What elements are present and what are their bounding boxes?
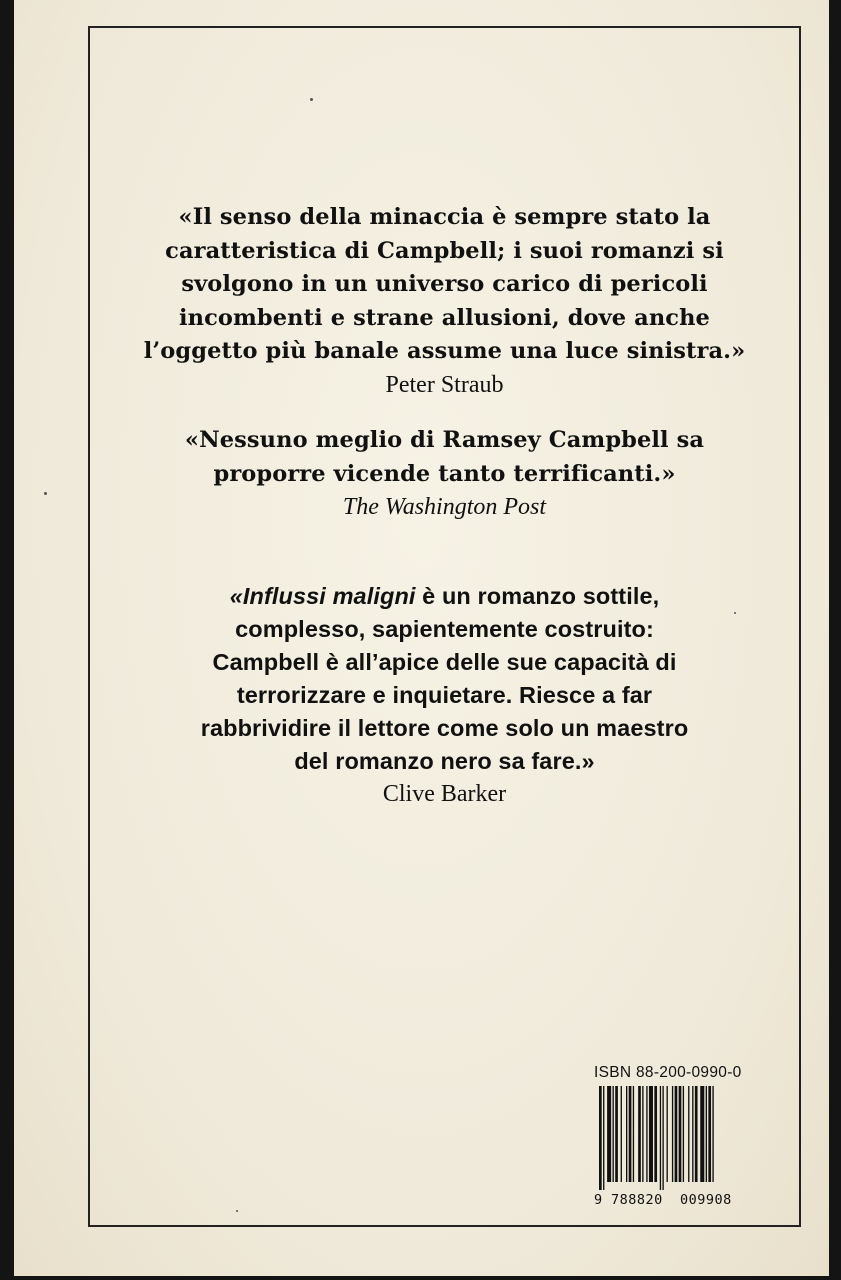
quote-line: proporre vicende tanto terrificanti.» bbox=[213, 460, 676, 487]
book-back-cover bbox=[14, 0, 829, 1276]
ean-left-group: 788820 bbox=[611, 1192, 663, 1208]
paper-speck bbox=[734, 612, 736, 614]
quote-clive-barker bbox=[90, 580, 799, 811]
quote-author: The Washington Post bbox=[342, 494, 547, 520]
isbn-barcode bbox=[594, 1064, 757, 1214]
quote-line: «Il senso della minaccia è sempre stato la bbox=[178, 204, 711, 230]
quote-author: Peter Straub bbox=[385, 371, 504, 398]
quote-line: terrorizzare e inquietare. Riesce a far bbox=[236, 682, 653, 708]
quote-line: l’oggetto più banale assume una luce sinistra.» bbox=[143, 338, 746, 364]
isbn-label: ISBN 88-200-0990-0 bbox=[594, 1064, 742, 1081]
quote-line-rest: è un romanzo sottile, bbox=[415, 583, 660, 609]
book-title: «Influssi maligni bbox=[229, 583, 416, 609]
quote-line: del romanzo nero sa fare.» bbox=[294, 748, 595, 774]
ean-right-group: 009908 bbox=[680, 1192, 732, 1208]
quote-line bbox=[90, 580, 799, 613]
quote-peter-straub bbox=[90, 201, 799, 402]
ean-first-digit: 9 bbox=[594, 1192, 603, 1208]
quote-washington-post bbox=[90, 424, 799, 524]
paper-speck bbox=[310, 98, 313, 101]
cover-frame bbox=[88, 26, 801, 1227]
barcode-bars bbox=[599, 1086, 751, 1190]
quote-line: complesso, sapientemente costruito: bbox=[235, 616, 654, 642]
quote-line: «Nessuno meglio di Ramsey Campbell sa bbox=[184, 427, 705, 453]
paper-speck bbox=[236, 1210, 238, 1212]
quote-line: rabbrividire il lettore come solo un maestro bbox=[200, 715, 689, 741]
quote-line: svolgono in un universo carico di pericoli bbox=[181, 271, 708, 297]
paper-speck bbox=[44, 492, 47, 495]
quote-line: Campbell è all’apice delle sue capacità di bbox=[212, 649, 677, 675]
quote-line: caratteristica di Campbell; i suoi romanzi si bbox=[165, 237, 724, 264]
quote-line: incombenti e strane allusioni, dove anche bbox=[179, 304, 710, 331]
quote-author: Clive Barker bbox=[382, 781, 507, 807]
